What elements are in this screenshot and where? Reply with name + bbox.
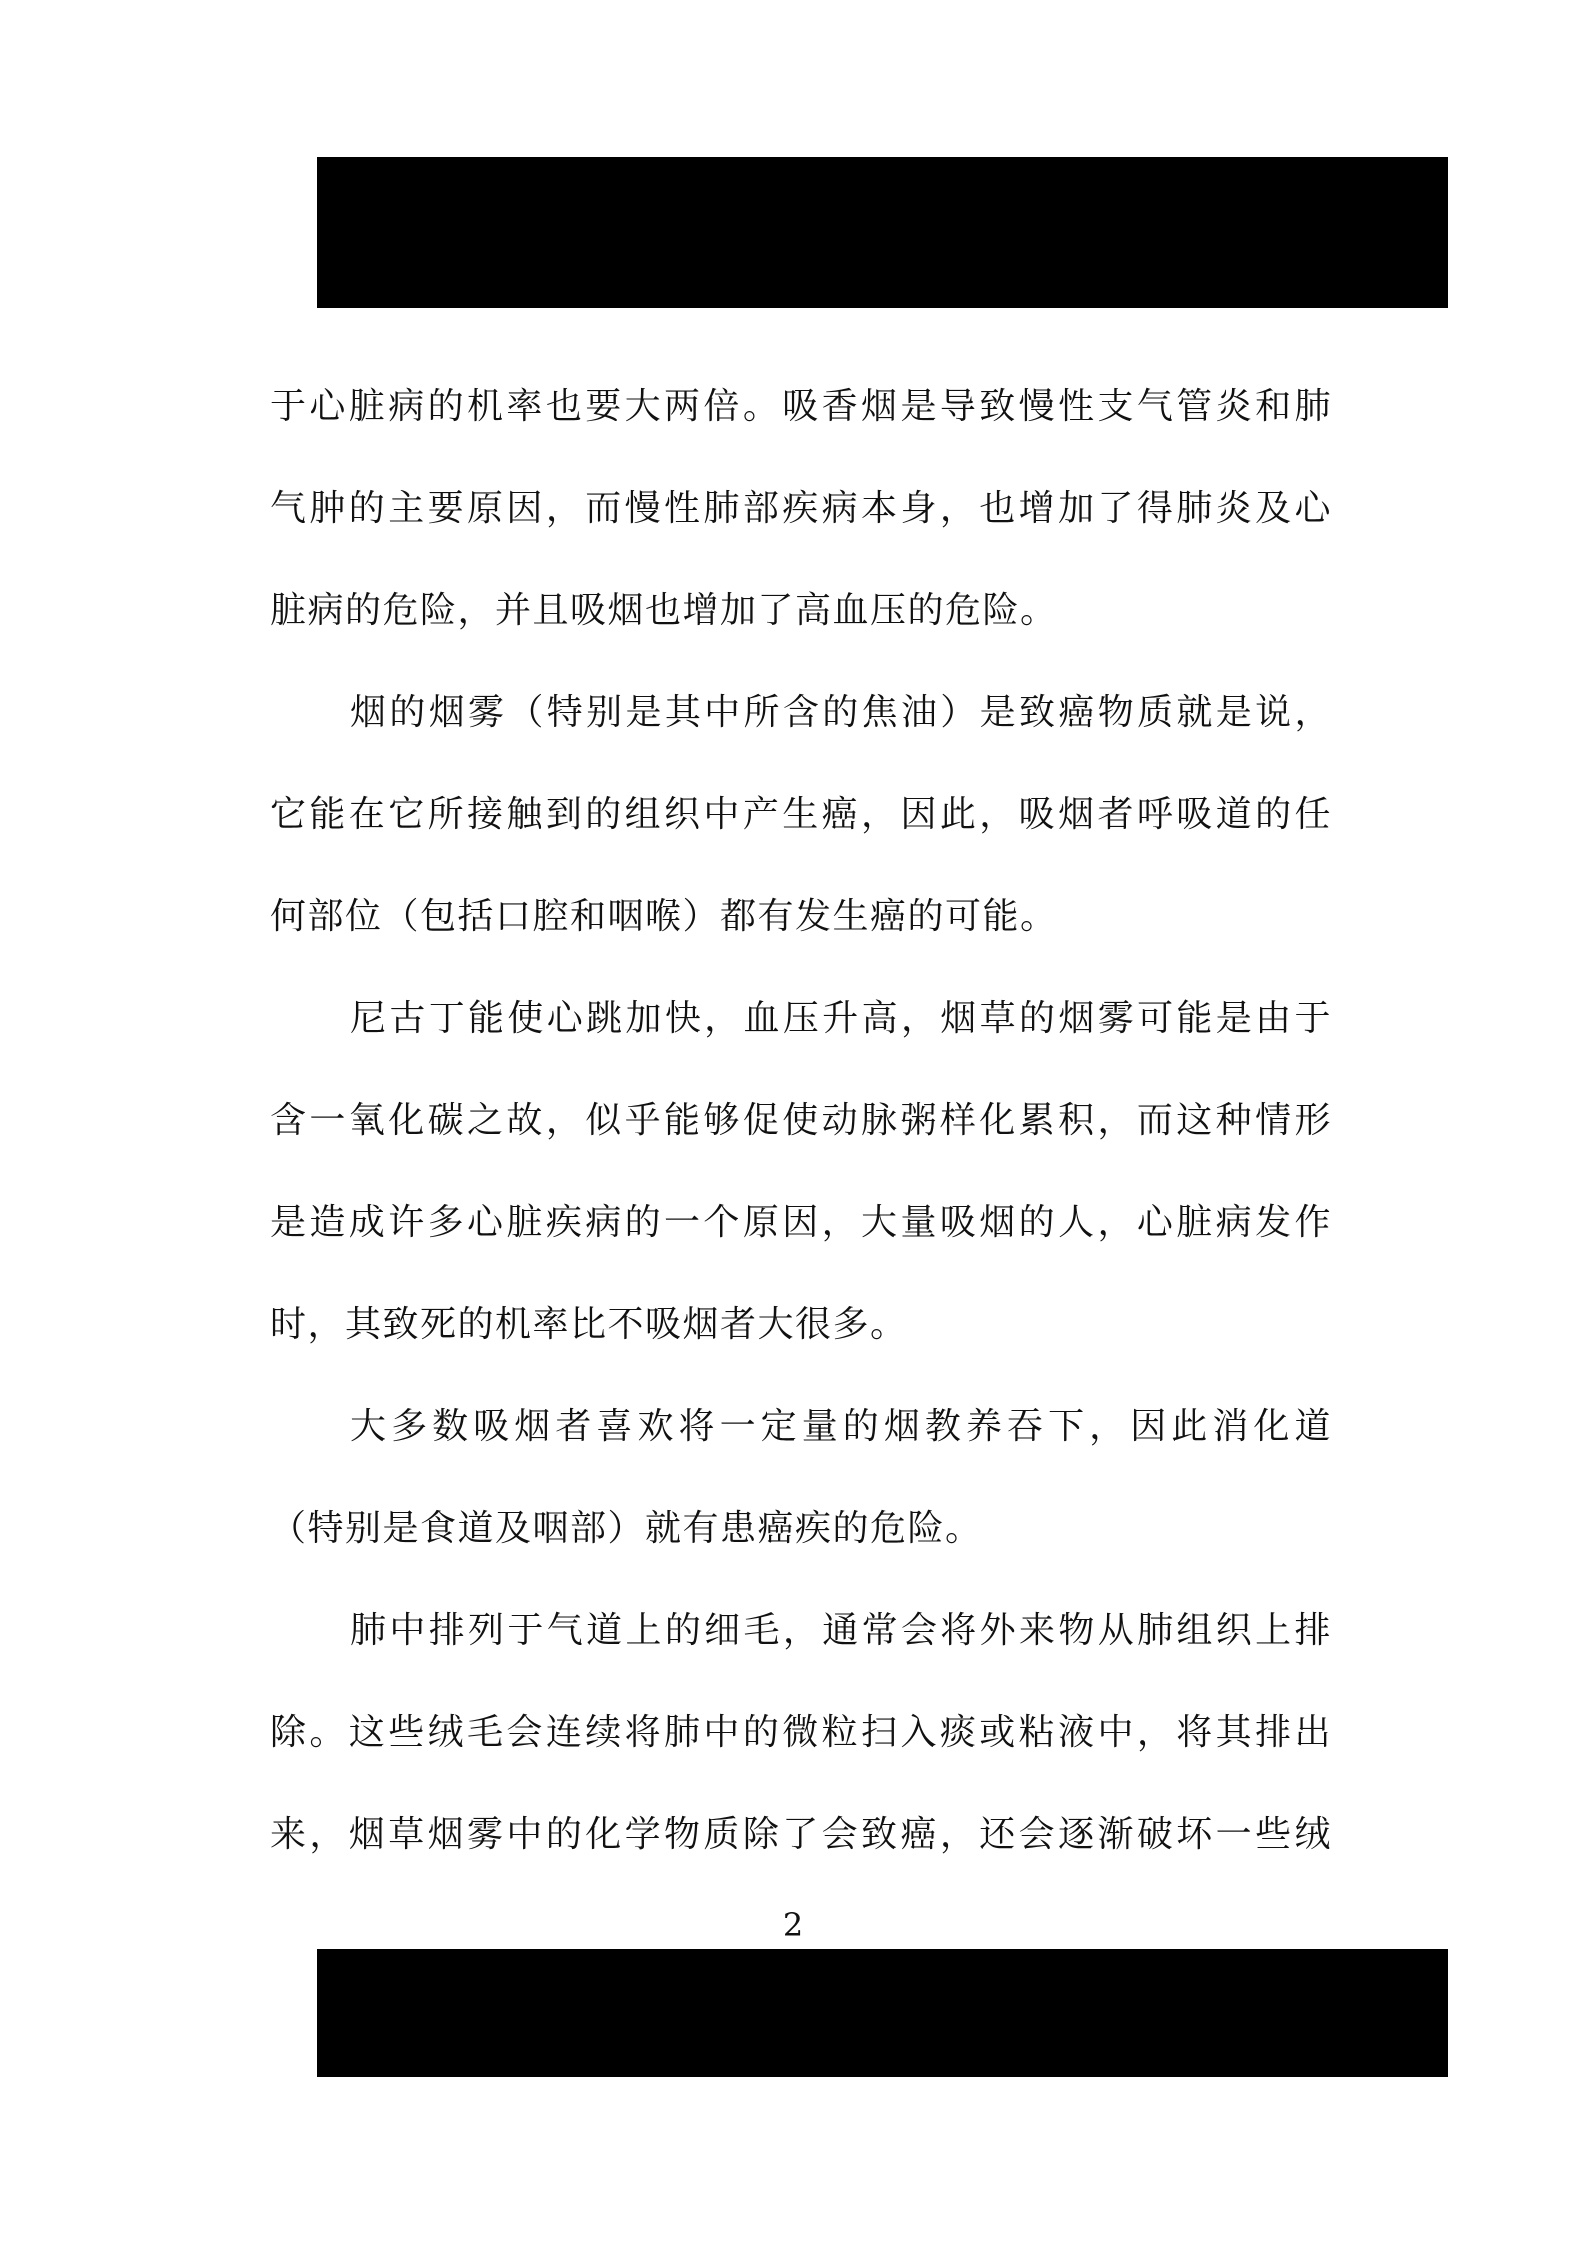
body-line: 烟的烟雾（特别是其中所含的焦油）是致癌物质就是说， (350, 692, 1332, 733)
body-line: 它能在它所接触到的组织中产生癌，因此，吸烟者呼吸道的任 (270, 794, 1332, 835)
body-line: 是造成许多心脏疾病的一个原因，大量吸烟的人，心脏病发作 (270, 1202, 1332, 1243)
body-line: 脏病的危险，并且吸烟也增加了高血压的危险。 (270, 590, 1058, 631)
body-line: 何部位（包括口腔和咽喉）都有发生癌的可能。 (270, 896, 1058, 937)
body-line: 来，烟草烟雾中的化学物质除了会致癌，还会逐渐破坏一些绒 (270, 1814, 1332, 1855)
body-line: 时，其致死的机率比不吸烟者大很多。 (270, 1304, 908, 1345)
body-line: 肺中排列于气道上的细毛，通常会将外来物从肺组织上排 (350, 1610, 1332, 1651)
document-body (270, 356, 1332, 1886)
redaction-bar-top (317, 157, 1448, 308)
body-line: 气肿的主要原因，而慢性肺部疾病本身，也增加了得肺炎及心 (270, 488, 1332, 529)
redaction-bar-bottom (317, 1949, 1448, 2077)
body-line: 于心脏病的机率也要大两倍。吸香烟是导致慢性支气管炎和肺 (270, 386, 1332, 427)
body-line: 除。这些绒毛会连续将肺中的微粒扫入痰或粘液中，将其排出 (270, 1712, 1332, 1753)
body-line: （特别是食道及咽部）就有患癌疾的危险。 (270, 1508, 983, 1549)
body-line: 含一氧化碳之故，似乎能够促使动脉粥样化累积，而这种情形 (270, 1100, 1332, 1141)
page-number: 2 (782, 1906, 804, 1944)
body-line: 大多数吸烟者喜欢将一定量的烟教养吞下，因此消化道 (350, 1406, 1332, 1447)
body-line: 尼古丁能使心跳加快，血压升高，烟草的烟雾可能是由于 (350, 998, 1332, 1039)
